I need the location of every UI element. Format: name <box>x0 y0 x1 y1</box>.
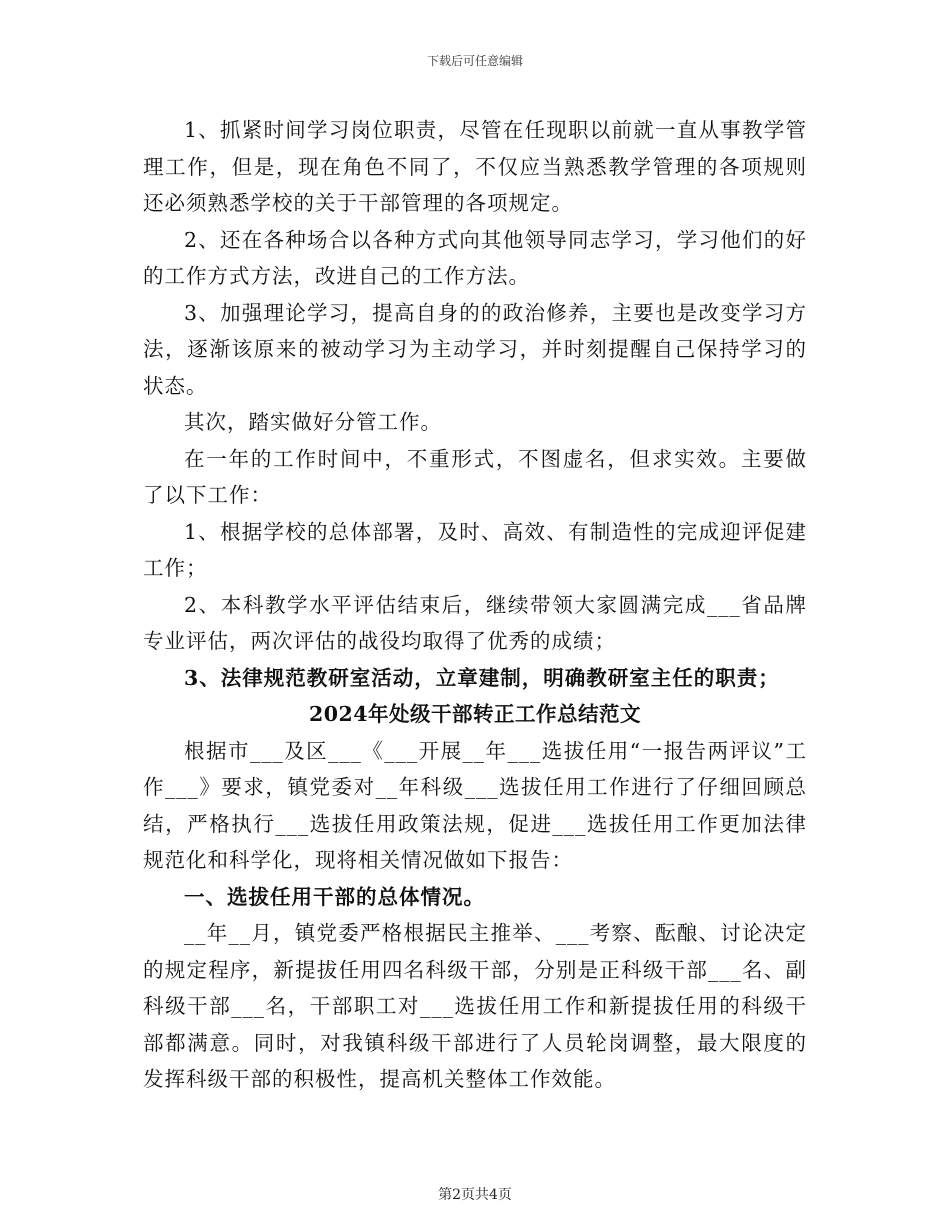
paragraph-5: 在一年的工作时间中，不重形式，不图虚名，但求实效。主要做了以下工作： <box>143 446 807 507</box>
paragraph-8-bold: 3、法律规范教研室活动，立章建制，明确教研室主任的职责； <box>184 665 780 690</box>
paragraph-9: 根据市___及区___《___开展__年___选拔任用“一报告两评议”工作___》要求，镇党委对__年科级___选拔任用工作进行了仔细回顾总结，严格执行___选拔任用政策法规，促进___选拔任用工作更加法律规范化和科学化，现将相关情况做如下报告： <box>143 738 807 872</box>
paragraph-10: __年__月，镇党委严格根据民主推举、___考察、酝酿、讨论决定的规定程序，新提拔任用四名科级干部，分别是正科级干部___名、副科级干部___名，干部职工对___选拔任用工作和新提拔任用的科级干部都满意。同时，对我镇科级干部进行了人员轮岗调整，最大限度的发挥科级干部的积极性，提高机关整体工作效能。 <box>143 921 807 1091</box>
paragraph-3: 3、加强理论学习，提高自身的的政治修养，主要也是改变学习方法，逐渐该原来的被动学习为主动学习，并时刻提醒自己保持学习的状态。 <box>143 300 807 398</box>
paragraph-6: 1、根据学校的总体部署，及时、高效、有制造性的完成迎评促建工作； <box>143 519 807 580</box>
page-footer: 第2页共4页 <box>438 1187 512 1203</box>
document-title: 2024年处级干部转正工作总结范文 <box>308 702 642 726</box>
section-heading: 一、选拔任用干部的总体情况。 <box>184 884 485 909</box>
page-header: 下载后可任意编辑 <box>426 54 523 68</box>
paragraph-2: 2、还在各种场合以各种方式向其他领导同志学习，学习他们的好的工作方式方法，改进自己的工作方法。 <box>143 227 807 288</box>
paragraph-7: 2、本科教学水平评估结束后，继续带领大家圆满完成___省品牌专业评估，两次评估的战役均取得了优秀的成绩； <box>143 592 807 653</box>
paragraph-4: 其次，踏实做好分管工作。 <box>184 410 442 434</box>
paragraph-1: 1、抓紧时间学习岗位职责，尽管在任现职以前就一直从事教学管理工作，但是，现在角色不同了，不仅应当熟悉教学管理的各项规则还必须熟悉学校的关于干部管理的各项规定。 <box>143 118 807 215</box>
document-body <box>143 112 807 1098</box>
